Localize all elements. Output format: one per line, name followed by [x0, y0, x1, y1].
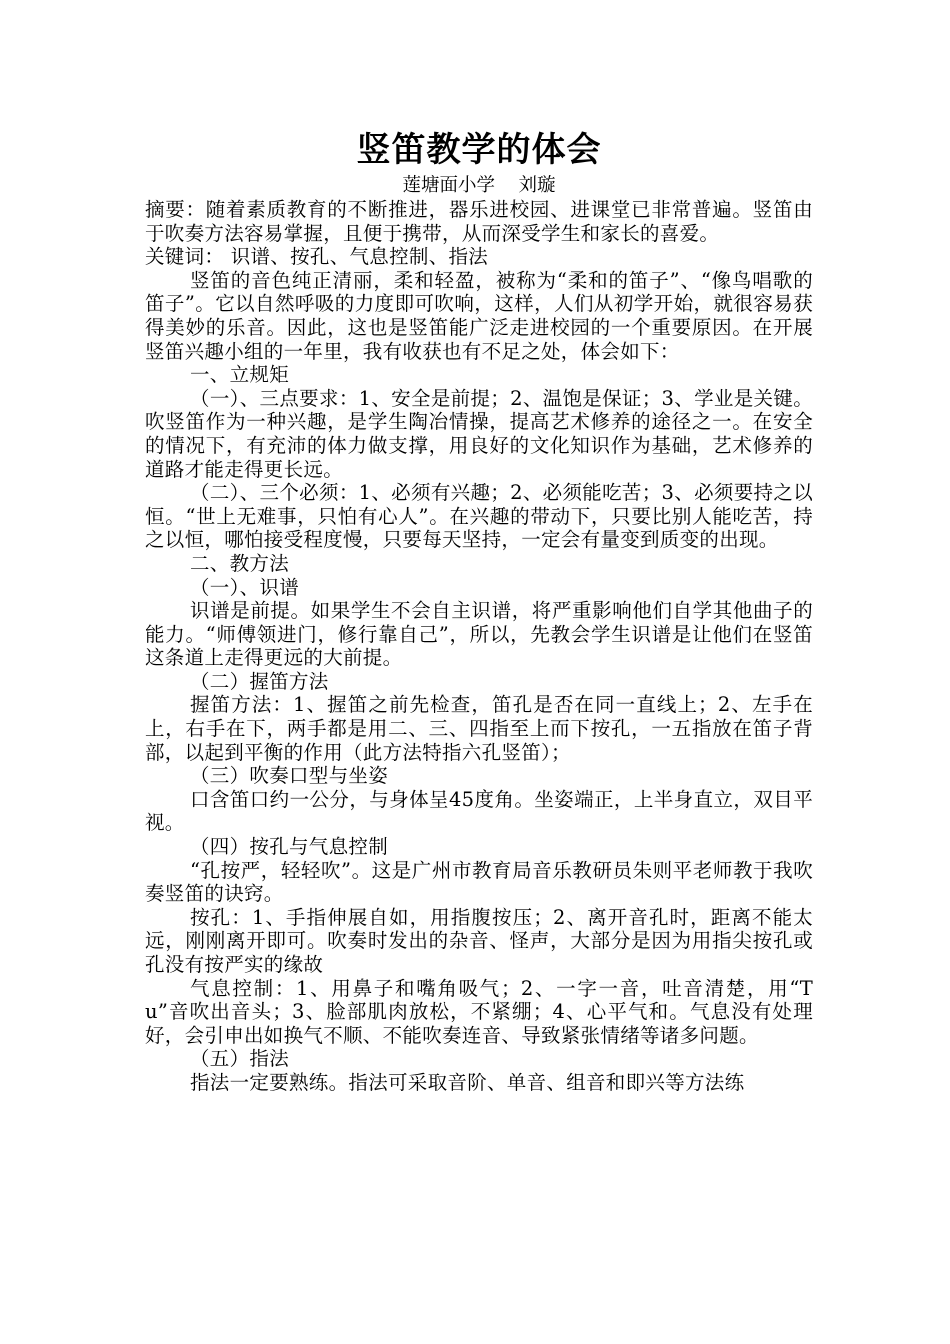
body-paragraph: 一、立规矩 [190, 363, 290, 387]
body-paragraph: 竖笛的音色纯正清丽，柔和轻盈，被称为“柔和的笛子”、“像鸟唱歌的笛子”。它以自然呼吸的力度即可吹响，这样，人们从初学开始，就很容易获得美妙的乐音。因此，这也是竖笛能广泛走进校园的一个重要原因。在开展竖笛兴趣小组的一年里，我有收获也有不足之处，体会如下： [145, 268, 813, 363]
body-paragraph: （二）、三个必须：1、必须有兴趣；2、必须能吃苦；3、必须要持之以恒。“世上无难事，只怕有心人”。在兴趣的带动下，只要比别人能吃苦，持之以恒，哪怕接受程度慢，只要每天坚持，一定会有量变到质变的出现。 [145, 481, 813, 552]
body-paragraph: （四）按孔与气息控制 [190, 835, 389, 859]
body-paragraph: 握笛方法：1、握笛之前先检查，笛孔是否在同一直线上；2、左手在上，右手在下，两手都是用二、三、四指至上而下按孔，一五指放在笛子背部，以起到平衡的作用（此方法特指六孔竖笛）； [145, 693, 813, 764]
body-paragraph: 关键词： 识谱、按孔、气息控制、指法 [145, 245, 489, 269]
author-line: 莲塘面小学 刘璇 [402, 175, 556, 196]
body-paragraph: 气息控制：1、用鼻子和嘴角吸气；2、一字一音，吐音清楚，用“Tu”音吹出音头；3、脸部肌肉放松，不紧绷；4、心平气和。气息没有处理好，会引申出如换气不顺、不能吹奏连音、导致紧张情绪等诸多问题。 [145, 976, 813, 1047]
body-paragraph: （一）、识谱 [190, 575, 300, 599]
body-paragraph: 二、教方法 [190, 551, 290, 575]
body-paragraph: 按孔：1、手指伸展自如，用指腹按压；2、离开音孔时，距离不能太远，刚刚离开即可。吹奏时发出的杂音、怪声，大部分是因为用指尖按孔或孔没有按严实的缘故 [145, 905, 813, 976]
body-paragraph: “孔按严，轻轻吹”。这是广州市教育局音乐教研员朱则平老师教于我吹奏竖笛的诀窍。 [145, 858, 813, 906]
document-title: 竖笛教学的体会 [356, 130, 602, 170]
body-paragraph: 指法一定要熟练。指法可采取音阶、单音、组音和即兴等方法练 [190, 1070, 745, 1094]
body-paragraph: 识谱是前提。如果学生不会自主识谱，将严重影响他们自学其他曲子的能力。“师傅领进门，修行靠自己”，所以，先教会学生识谱是让他们在竖笛这条道上走得更远的大前提。 [145, 599, 813, 670]
body-paragraph: 摘要：随着素质教育的不断推进，器乐进校园、进课堂已非常普遍。竖笛由于吹奏方法容易掌握，且便于携带，从而深受学生和家长的喜爱。 [145, 198, 813, 245]
document-page [145, 128, 813, 1095]
body-paragraph: （二）握笛方法 [190, 669, 329, 693]
body-paragraph: （五）指法 [190, 1047, 290, 1071]
document-body [145, 198, 813, 1095]
body-paragraph: （三）吹奏口型与坐姿 [190, 764, 389, 788]
body-paragraph: 口含笛口约一公分，与身体呈45度角。坐姿端正，上半身直立，双目平视。 [145, 787, 813, 835]
body-paragraph: （一）、三点要求：1、安全是前提；2、温饱是保证；3、学业是关键。吹竖笛作为一种兴趣，是学生陶冶情操，提高艺术修养的途径之一。在安全的情况下，有充沛的体力做支撑，用良好的文化知识作为基础，艺术修养的道路才能走得更长远。 [145, 386, 813, 481]
